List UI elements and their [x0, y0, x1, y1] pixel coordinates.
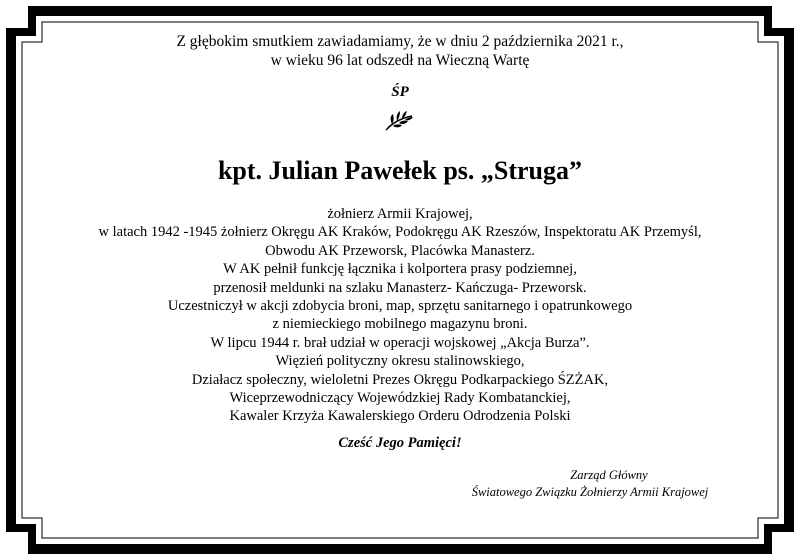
bio-line: Uczestniczył w akcji zdobycia broni, map, sprzętu sanitarnego i opatrunkowego: [167, 298, 633, 315]
bio-line: Działacz społeczny, wieloletni Prezes Okręgu Podkarpackiego ŚZŻAK,: [191, 371, 609, 388]
deceased-name: kpt. Julian Pawełek ps. „Struga”: [217, 156, 583, 185]
bio-line: Więzień polityczny okresu stalinowskiego,: [275, 353, 525, 370]
bio-line: W lipcu 1944 r. brał udział w operacji wojskowej „Akcja Burza”.: [210, 334, 590, 351]
bio-line: w latach 1942 -1945 żołnierz Okręgu AK Kraków, Podokręgu AK Rzeszów, Inspektoratu AK Przemyśl,: [98, 224, 702, 241]
bio-line: przenosił meldunki na szlaku Manasterz- Kańczuga- Przeworsk.: [213, 279, 587, 296]
biography: [30, 205, 770, 426]
signature-line-2: Światowego Związku Żołnierzy Armii Krajowej: [471, 485, 709, 499]
bio-line: z niemieckiego mobilnego magazynu broni.: [272, 316, 528, 333]
bio-line: W AK pełnił funkcję łącznika i kolportera prasy podziemnej,: [223, 261, 577, 278]
closing-text: Cześć Jego Pamięci!: [338, 434, 462, 451]
intro-line-2: w wieku 96 lat odszedł na Wieczną Wartę: [270, 52, 530, 69]
sp-text: ŚP: [391, 84, 409, 100]
signature-block: [440, 467, 740, 501]
bio-line: Kawaler Krzyża Kawalerskiego Orderu Odrodzenia Polski: [229, 408, 571, 425]
signature-line-1: Zarząd Główny: [570, 468, 648, 482]
obituary-content: [30, 32, 770, 452]
laurel-branch-icon: [384, 102, 416, 132]
intro-text: [30, 32, 770, 70]
sp-emblem: [370, 82, 430, 136]
bio-line: żołnierz Armii Krajowej,: [327, 206, 473, 222]
intro-line-1: Z głębokim smutkiem zawiadamiamy, że w dniu 2 października 2021 r.,: [176, 33, 624, 50]
bio-line: Obwodu AK Przeworsk, Placówka Manasterz.: [265, 242, 535, 259]
bio-line: Wiceprzewodniczący Wojewódzkiej Rady Kombatanckiej,: [229, 390, 571, 407]
